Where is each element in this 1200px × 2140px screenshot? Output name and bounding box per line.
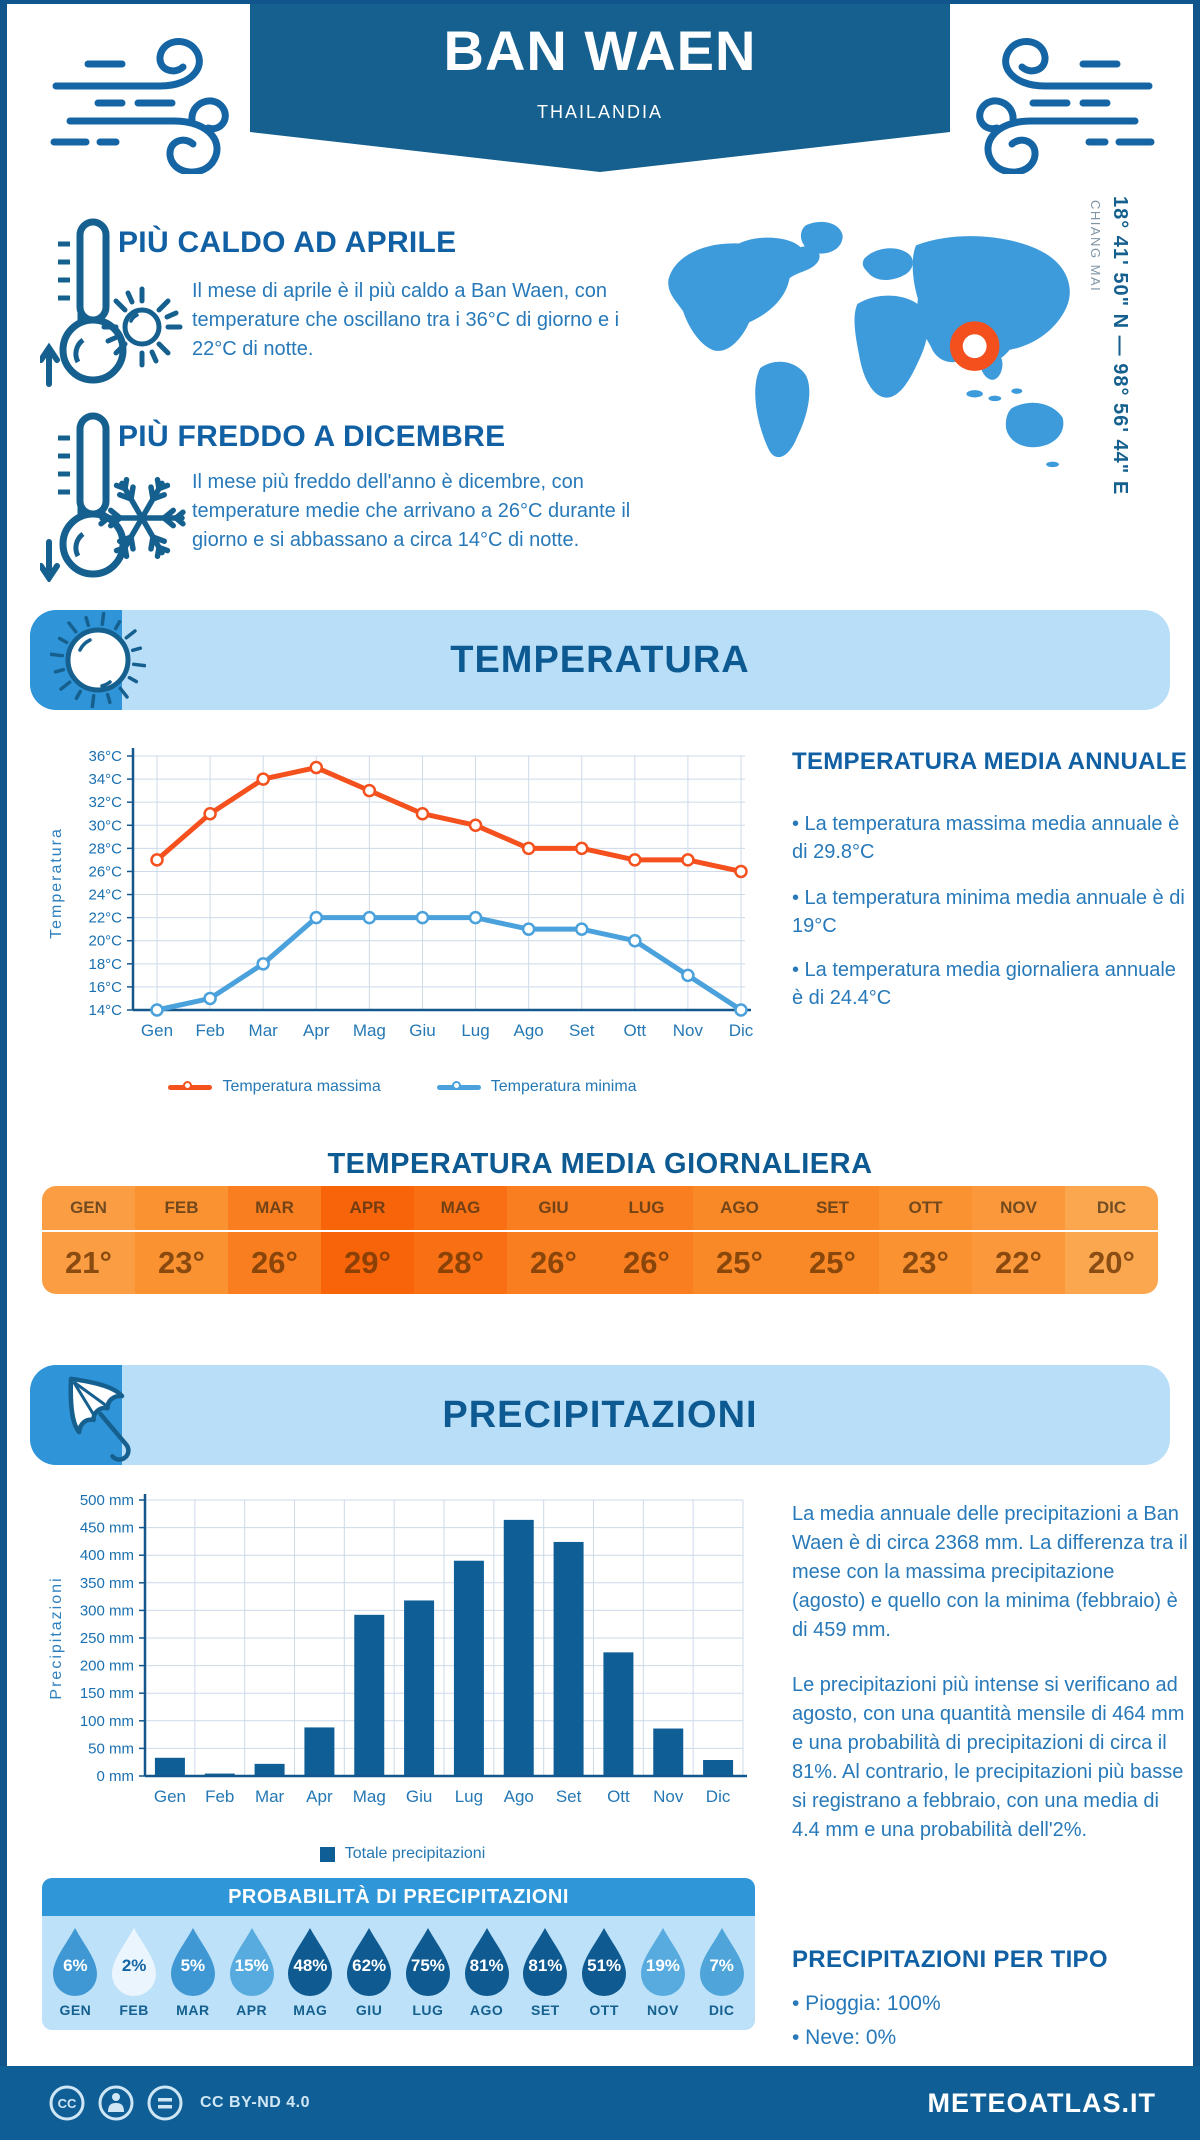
precipitation-bar — [354, 1615, 384, 1776]
data-point — [205, 808, 216, 819]
data-point — [736, 1005, 747, 1016]
probability-value: 5% — [180, 1956, 206, 1975]
svg-text:Mag: Mag — [352, 1021, 386, 1040]
data-point — [364, 912, 375, 923]
svg-text:CC: CC — [57, 2096, 77, 2111]
data-point — [364, 785, 375, 796]
month-label: LUG — [628, 1198, 665, 1217]
probability-drop-cell — [340, 1926, 399, 2018]
probability-value: 15% — [234, 1956, 269, 1975]
snowflake-icon — [96, 472, 188, 564]
probability-drop-cell — [634, 1926, 693, 2018]
data-point — [258, 774, 269, 785]
svg-text:36°C: 36°C — [88, 748, 122, 765]
legend-item: Totale precipitazioni — [320, 1845, 486, 1863]
data-point — [311, 912, 322, 923]
month-label: AGO — [469, 2002, 504, 2018]
probability-drops-row — [42, 1916, 755, 2030]
probability-drop-cell — [399, 1926, 458, 2018]
data-point — [311, 762, 322, 773]
svg-text:Set: Set — [568, 1021, 595, 1040]
data-point — [629, 935, 640, 946]
daily-temp-value: 26° — [623, 1245, 670, 1280]
precipitation-bar — [703, 1760, 733, 1776]
svg-text:34°C: 34°C — [88, 771, 122, 789]
cold-month-text: Il mese più freddo dell'anno è dicembre, con temperature medie che arrivano a 26°C durante il giorno e si abbassano a circa 14°C di notte. — [192, 471, 631, 551]
svg-text:100 mm: 100 mm — [79, 1712, 134, 1730]
sun-banner-icon — [50, 612, 146, 708]
precipitation-bar — [504, 1520, 534, 1776]
coordinates-label: 18° 41' 50" N — 98° 56' 44" E — [1109, 196, 1131, 496]
svg-text:Giu: Giu — [405, 1787, 433, 1806]
svg-text:300 mm: 300 mm — [79, 1602, 134, 1620]
svg-text:18°C: 18°C — [88, 955, 122, 973]
data-point — [470, 912, 481, 923]
temperature-line-chart — [45, 742, 760, 1102]
svg-text:50 mm: 50 mm — [88, 1740, 134, 1758]
probability-drop-cell — [457, 1926, 516, 2018]
probability-value: 51% — [587, 1956, 622, 1975]
month-label: OTT — [908, 1198, 943, 1217]
probability-value: 75% — [410, 1956, 445, 1975]
wind-icon — [968, 24, 1163, 174]
daily-temperature-heading: TEMPERATURA MEDIA GIORNALIERA — [327, 1148, 873, 1180]
svg-text:400 mm: 400 mm — [79, 1547, 134, 1565]
svg-text:Dic: Dic — [728, 1021, 754, 1040]
cold-month-title: PIÙ FREDDO A DICEMBRE — [118, 420, 506, 453]
no-derivatives-icon — [146, 2084, 184, 2122]
precipitation-bar — [454, 1561, 484, 1776]
probability-drop-cell — [46, 1926, 105, 2018]
svg-text:Mag: Mag — [352, 1787, 386, 1806]
svg-text:Dic: Dic — [705, 1787, 731, 1806]
data-point — [205, 993, 216, 1004]
daily-temp-value: 23° — [158, 1245, 205, 1280]
umbrella-banner-icon — [48, 1363, 148, 1473]
daily-temp-column — [879, 1186, 972, 1294]
month-label: FEB — [119, 2002, 149, 2018]
probability-value: 62% — [352, 1956, 387, 1975]
svg-text:28°C: 28°C — [88, 840, 122, 858]
location-marker — [956, 328, 993, 365]
temperature-chart-legend — [45, 1078, 760, 1096]
probability-value: 19% — [645, 1956, 680, 1975]
month-label: SET — [815, 1198, 850, 1217]
month-label: SET — [531, 2002, 560, 2018]
world-map — [652, 198, 1092, 498]
svg-text:250 mm: 250 mm — [79, 1630, 134, 1647]
month-label: AGO — [720, 1198, 759, 1217]
svg-text:20°C: 20°C — [88, 932, 122, 950]
month-label: GEN — [70, 1198, 107, 1217]
daily-temp-value: 29° — [344, 1245, 391, 1280]
data-point — [523, 843, 534, 854]
svg-text:Lug: Lug — [454, 1787, 484, 1806]
svg-text:Apr: Apr — [303, 1021, 330, 1040]
probability-drop-cell — [105, 1926, 164, 2018]
svg-text:14°C: 14°C — [88, 1002, 122, 1019]
precipitation-paragraph-1: La media annuale delle precipitazioni a Ban Waen è di circa 2368 mm. La differenza tra il mese con la massima precipitazione (agosto) e quello con la minima (febbraio) è di 459 mm. — [792, 1503, 1188, 1641]
daily-temp-value: 23° — [902, 1245, 949, 1280]
data-point — [152, 1005, 163, 1016]
daily-temp-column — [228, 1186, 321, 1294]
daily-temp-column — [414, 1186, 507, 1294]
nearest-city-label: CHIANG MAI — [1088, 200, 1103, 293]
svg-text:Gen: Gen — [140, 1021, 174, 1040]
svg-text:Lug: Lug — [461, 1021, 490, 1040]
data-point — [629, 854, 640, 865]
hot-month-text: Il mese di aprile è il più caldo a Ban Waen, con temperature che oscillano tra i 36°C di giorno e i 22°C di notte. — [192, 280, 620, 360]
svg-text:Set: Set — [555, 1787, 582, 1806]
month-label: GEN — [59, 2002, 92, 2018]
header-ribbon-point — [250, 132, 950, 172]
month-label: GIU — [538, 1198, 569, 1217]
page-border-top — [0, 0, 1200, 4]
data-point — [682, 854, 693, 865]
data-point — [682, 970, 693, 981]
sun-icon — [100, 283, 184, 369]
svg-text:150 mm: 150 mm — [79, 1685, 134, 1703]
svg-text:Mar: Mar — [254, 1787, 285, 1806]
license-label: CC BY-ND 4.0 — [200, 2094, 311, 2111]
month-label: MAG — [440, 1198, 481, 1217]
precipitation-probability-panel — [42, 1878, 755, 2030]
daily-temp-column — [507, 1186, 600, 1294]
probability-drop-cell — [222, 1926, 281, 2018]
svg-text:500 mm: 500 mm — [79, 1492, 134, 1509]
precipitation-bar — [404, 1600, 434, 1776]
page-border-right — [1193, 0, 1200, 2140]
month-label: FEB — [164, 1198, 199, 1217]
data-point — [417, 912, 428, 923]
footer-bar — [0, 2066, 1200, 2140]
svg-text:Ago: Ago — [503, 1787, 534, 1806]
legend-item: Temperatura massima — [168, 1078, 380, 1096]
daily-temp-column — [786, 1186, 879, 1294]
month-label: DIC — [1096, 1198, 1127, 1217]
month-label: APR — [349, 1198, 386, 1217]
month-label: GIU — [355, 2002, 383, 2018]
legend-item: Temperatura minima — [437, 1078, 637, 1096]
data-point — [417, 808, 428, 819]
daily-temp-value: 22° — [995, 1245, 1042, 1280]
temperature-section-title: TEMPERATURA — [450, 639, 750, 681]
svg-text:Temperatura: Temperatura — [48, 827, 65, 939]
daily-temp-value: 21° — [65, 1245, 112, 1280]
daily-temp-value: 28° — [437, 1245, 484, 1280]
svg-text:Apr: Apr — [306, 1787, 333, 1806]
annual-min-bullet: • La temperatura minima media annuale è di 19°C — [792, 887, 1185, 937]
probability-drop-cell — [164, 1926, 223, 2018]
site-name: METEOATLAS.IT — [927, 2087, 1156, 2118]
svg-text:450 mm: 450 mm — [79, 1519, 134, 1537]
wind-icon — [42, 24, 237, 174]
probability-drop-cell — [281, 1926, 340, 2018]
svg-text:350 mm: 350 mm — [79, 1574, 134, 1592]
probability-drop-cell — [692, 1926, 751, 2018]
daily-temp-value: 26° — [251, 1245, 298, 1280]
precipitation-bar — [554, 1542, 584, 1776]
probability-value: 48% — [293, 1956, 328, 1975]
svg-text:30°C: 30°C — [88, 817, 122, 835]
daily-temp-value: 25° — [716, 1245, 763, 1280]
probability-drop-cell — [575, 1926, 634, 2018]
precipitation-paragraph-2: Le precipitazioni più intense si verificano ad agosto, con una quantità mensile di 464 mm e una probabilità di precipitazioni di circa il 81%. Al contrario, le precipitazioni più basse si registrano a febbraio, con una media di 4.4 mm e una probabilità dell'2%. — [792, 1674, 1185, 1841]
svg-text:Mar: Mar — [248, 1021, 278, 1040]
daily-temp-column — [321, 1186, 414, 1294]
svg-text:Ott: Ott — [623, 1021, 647, 1040]
annual-max-bullet: • La temperatura massima media annuale è di 29.8°C — [792, 813, 1180, 863]
month-label: OTT — [589, 2002, 619, 2018]
probability-heading: PROBABILITÀ DI PRECIPITAZIONI — [42, 1878, 755, 1916]
data-point — [470, 820, 481, 831]
svg-text:0 mm: 0 mm — [96, 1768, 134, 1785]
data-point — [736, 866, 747, 877]
daily-temp-value: 26° — [530, 1245, 577, 1280]
annual-daily-bullet: • La temperatura media giornaliera annuale è di 24.4°C — [792, 959, 1176, 1009]
probability-value: 2% — [121, 1956, 147, 1975]
attribution-person-icon — [97, 2084, 135, 2122]
month-label: APR — [236, 2002, 268, 2018]
probability-value: 6% — [63, 1956, 88, 1975]
daily-temp-value: 25° — [809, 1245, 856, 1280]
daily-temp-column — [1065, 1186, 1158, 1294]
svg-text:24°C: 24°C — [88, 886, 122, 904]
svg-text:Ott: Ott — [607, 1787, 630, 1806]
svg-text:22°C: 22°C — [88, 909, 122, 927]
data-point — [576, 924, 587, 935]
precipitation-chart-legend — [45, 1845, 760, 1863]
probability-value: 7% — [709, 1956, 734, 1975]
svg-text:Ago: Ago — [513, 1021, 544, 1040]
hot-month-title: PIÙ CALDO AD APRILE — [118, 226, 457, 259]
precipitation-bar — [155, 1758, 185, 1776]
precipitation-bar-chart — [45, 1488, 760, 1843]
svg-text:16°C: 16°C — [88, 978, 122, 996]
svg-text:Feb: Feb — [195, 1021, 225, 1040]
month-label: LUG — [412, 2002, 444, 2018]
page-subtitle: THAILANDIA — [536, 102, 664, 122]
snow-bullet: • Neve: 0% — [792, 2026, 897, 2049]
cc-icon — [48, 2084, 86, 2122]
daily-temp-column — [135, 1186, 228, 1294]
svg-text:Nov: Nov — [653, 1787, 684, 1806]
data-point — [523, 924, 534, 935]
month-label: MAR — [176, 2002, 210, 2018]
probability-drop-cell — [516, 1926, 575, 2018]
svg-text:Gen: Gen — [153, 1787, 186, 1806]
rain-bullet: • Pioggia: 100% — [792, 1992, 941, 2015]
daily-temperature-table — [42, 1186, 1158, 1294]
svg-text:200 mm: 200 mm — [79, 1657, 134, 1675]
svg-text:Giu: Giu — [409, 1021, 436, 1040]
month-label: DIC — [708, 2002, 735, 2018]
svg-text:Nov: Nov — [672, 1021, 704, 1040]
page-title: BAN WAEN — [443, 19, 757, 82]
month-label: MAR — [255, 1198, 294, 1217]
precipitation-bar — [255, 1764, 285, 1776]
svg-text:26°C: 26°C — [88, 863, 122, 881]
svg-text:Feb: Feb — [205, 1787, 235, 1806]
svg-text:32°C: 32°C — [88, 794, 122, 812]
probability-value: 81% — [469, 1956, 504, 1975]
daily-temp-column — [693, 1186, 786, 1294]
month-label: NOV — [1000, 1198, 1037, 1217]
data-point — [152, 854, 163, 865]
precipitation-section-title: PRECIPITAZIONI — [442, 1394, 758, 1436]
daily-temp-column — [600, 1186, 693, 1294]
precipitation-bar — [603, 1652, 633, 1776]
page-border-left — [0, 0, 7, 2140]
precipitation-description — [792, 1500, 1188, 1871]
data-point — [576, 843, 587, 854]
precipitation-type-heading: PRECIPITAZIONI PER TIPO — [792, 1946, 1108, 1973]
svg-text:Precipitazioni: Precipitazioni — [48, 1576, 65, 1700]
annual-temperature-heading: TEMPERATURA MEDIA ANNUALE — [792, 748, 1188, 775]
daily-temp-column — [972, 1186, 1065, 1294]
daily-temp-column — [42, 1186, 135, 1294]
data-point — [258, 958, 269, 969]
month-label: NOV — [646, 2002, 679, 2018]
month-label: MAG — [293, 2002, 328, 2018]
precipitation-bar — [304, 1727, 334, 1776]
precipitation-bar — [653, 1729, 683, 1776]
cc-license-icons — [48, 2084, 184, 2122]
daily-temp-value: 20° — [1088, 1245, 1135, 1280]
probability-value: 81% — [528, 1956, 563, 1975]
